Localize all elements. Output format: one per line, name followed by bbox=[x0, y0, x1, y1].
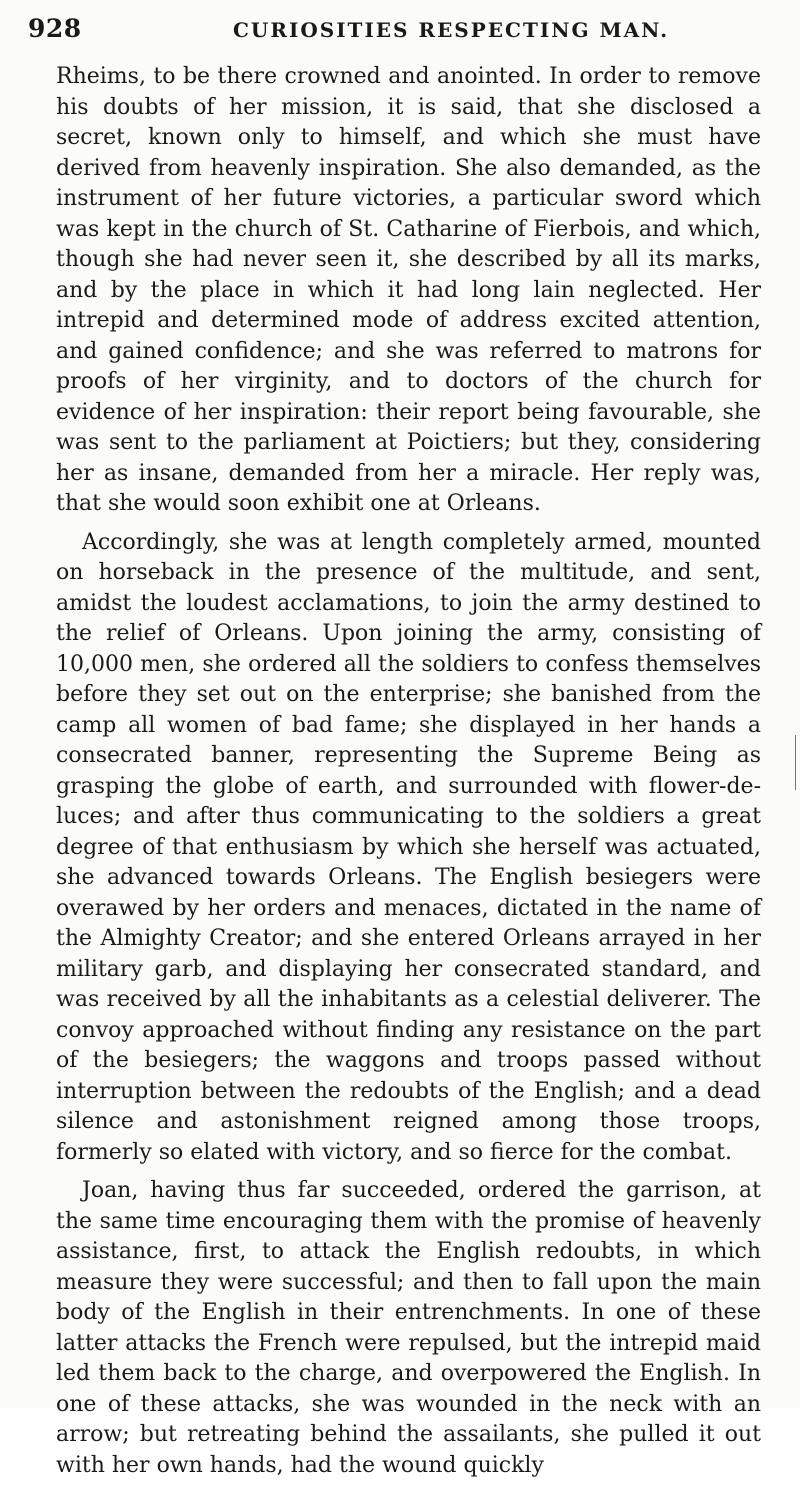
paragraph-2: Accordingly, she was at length completely armed, mounted on horseback in the presence of the multitude, and sent, amidst the loudest acclamations, to join the army destined to the relief of Orleans. Upon joining the army, consisting of 10,000 men, she ordered all the soldiers to confess themselves before they set out on the enterprise; she banished from the camp all women of bad fame; she displayed in her hands a consecrated banner, representing the Supreme Being as grasping the globe of earth, and surrounded with flower-de-luces; and after thus communicating to the soldiers a great degree of that enthusiasm by which she herself was actuated, she advanced towards Orleans. The English besiegers were overawed by her orders and menaces, dictated in the name of the Almighty Creator; and she entered Orleans arrayed in her military garb, and displaying her consecrated standard, and was received by all the inhabitants as a celestial deliverer. The convoy approached without finding any resistance on the part of the besiegers; the waggons and troops passed without interruption between the redoubts of the English; and a dead silence and astonishment reigned among those troops, formerly so elated with victory, and so fierce for the combat. bbox=[56, 529, 761, 1165]
running-head bbox=[28, 14, 760, 46]
paragraph-3: Joan, having thus far succeeded, ordered the garrison, at the same time encouraging them with the promise of heavenly assistance, first, to attack the English redoubts, in which measure they were successful; and then to fall upon the main body of the English in their entrenchments. In one of these latter attacks the French were repulsed, but the intrepid maid led them back to the charge, and overpowered the English. In one of these attacks, she was wounded in the neck with an arrow; but retreating behind the assailants, she pulled it out with her own hands, had the wound quickly bbox=[56, 1178, 761, 1478]
paragraph-1: Rheims, to be there crowned and anointed. In order to remove his doubts of her mission, it is said, that she disclosed a secret, known only to himself, and which she must have derived from heavenly inspiration. She also demanded, as the instrument of her future victories, a particular sword which was kept in the church of St. Catharine of Fierbois, and which, though she had never seen it, she described by all its marks, and by the place in which it had long lain neglected. Her intrepid and determined mode of address excited attention, and gained confidence; and she was referred to matrons for proofs of her virginity, and to doctors of the church for evidence of her inspiration: their report being favourable, she was sent to the parliament at Poictiers; but they, considering her as insane, demanded from her a miracle. Her reply was, that she would soon exhibit one at Orleans. bbox=[56, 64, 761, 516]
body-text bbox=[56, 62, 761, 1489]
page-number: 928 bbox=[28, 14, 82, 43]
page-edge-mark bbox=[795, 735, 796, 790]
running-head-title: CURIOSITIES RESPECTING MAN. bbox=[233, 18, 670, 42]
